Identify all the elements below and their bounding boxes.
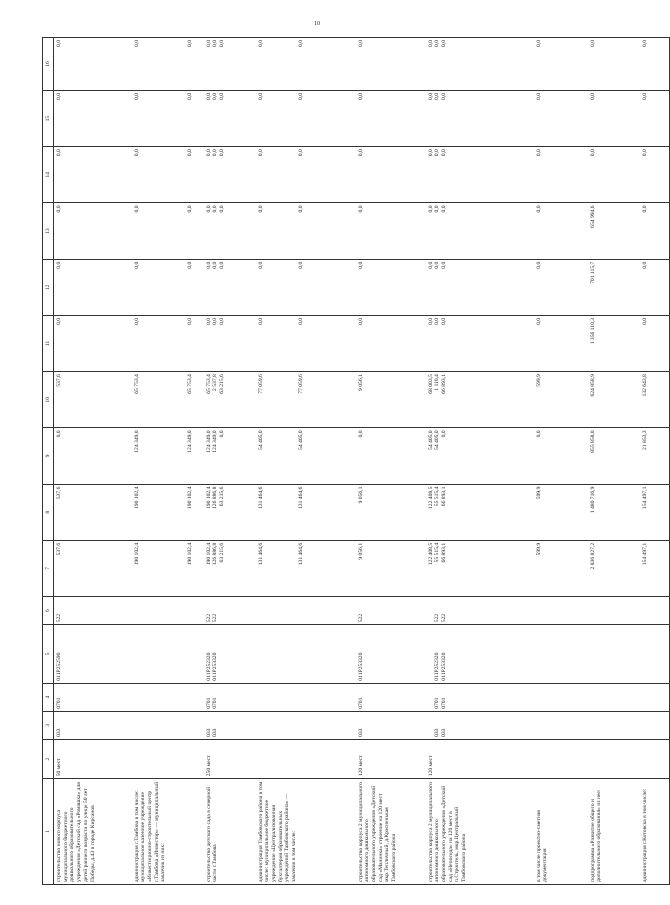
- amount-cell: 855 858,0: [588, 428, 640, 484]
- code-cell: [132, 597, 204, 625]
- amount-cell: 537,6: [54, 372, 132, 428]
- amount-cell: 0,0 0,0 0,0: [204, 203, 256, 259]
- amount-cell: 190 102,4 126 886,8 63 215,6: [204, 540, 256, 596]
- col-2-header: 2: [43, 739, 54, 778]
- amount-cell: 0,0 0,0: [132, 315, 204, 371]
- col-3-header: 3: [43, 711, 54, 739]
- code-cell: [588, 625, 640, 683]
- amount-cell: 0,0: [534, 428, 588, 484]
- amount-cell: 0,0 0,0: [256, 147, 356, 203]
- row-name-cell: подпрограмма «Развитие общего и дополнительного образования» из нее:: [588, 779, 640, 885]
- amount-cell: 0,0 0,0: [256, 315, 356, 371]
- amount-cell: 0,0: [54, 38, 132, 91]
- amount-cell: 0,0: [356, 259, 426, 315]
- amount-cell: 1 356 110,3: [588, 315, 640, 371]
- code-cell: 0701: [54, 683, 132, 711]
- amount-cell: 0,0: [54, 259, 132, 315]
- amount-cell: 0,0: [588, 147, 640, 203]
- code-cell: [256, 597, 356, 625]
- amount-cell: 0,0 0,0: [132, 147, 204, 203]
- amount-cell: 0,0: [356, 428, 426, 484]
- capacity-cell: 250 мест: [204, 739, 256, 778]
- amount-cell: 9 056,1: [356, 372, 426, 428]
- capacity-cell: 120 мест: [426, 739, 534, 778]
- amount-cell: 701 115,7: [588, 259, 640, 315]
- amount-cell: 0,0: [54, 428, 132, 484]
- code-cell: [132, 625, 204, 683]
- col-5-header: 5: [43, 625, 54, 683]
- amount-cell: 122 408,5 55 515,4 66 893,1: [426, 540, 534, 596]
- col-8-header: 8: [43, 484, 54, 540]
- code-cell: [132, 711, 204, 739]
- rotated-table-stage: [42, 37, 648, 885]
- table-row: [640, 38, 670, 885]
- col-1-header: 1: [43, 779, 54, 885]
- amount-cell: 0,0: [356, 90, 426, 146]
- code-cell: [534, 711, 588, 739]
- amount-cell: 0,0: [640, 315, 670, 371]
- code-cell: [588, 683, 640, 711]
- table-row: [588, 38, 640, 885]
- col-12-header: 12: [43, 259, 54, 315]
- amount-cell: 0,0: [588, 38, 640, 91]
- amount-cell: 0,0 0,0 0,0: [204, 259, 256, 315]
- code-cell: 0701: [356, 683, 426, 711]
- amount-cell: 0,0 0,0 0,0: [204, 38, 256, 91]
- amount-cell: 0,0 0,0: [132, 38, 204, 91]
- amount-cell: 0,0: [54, 203, 132, 259]
- amount-cell: 0,0: [356, 203, 426, 259]
- amount-cell: 0,0 0,0: [256, 203, 356, 259]
- table-row: [426, 38, 534, 885]
- amount-cell: 599,9: [534, 372, 588, 428]
- code-cell: 011Р252320 011Р253320: [204, 625, 256, 683]
- code-cell: [256, 683, 356, 711]
- amount-cell: 0,0 0,0: [132, 90, 204, 146]
- column-number-row: [43, 38, 54, 885]
- code-cell: [256, 711, 356, 739]
- code-cell: [640, 625, 670, 683]
- amount-cell: 0,0 0,0 0,0: [426, 315, 534, 371]
- budget-table: [42, 37, 670, 885]
- col-15-header: 15: [43, 90, 54, 146]
- amount-cell: 124 349,0 124 349,0: [132, 428, 204, 484]
- capacity-cell: [588, 739, 640, 778]
- amount-cell: 190 102,4 190 102,4: [132, 484, 204, 540]
- amount-cell: 0,0 0,0: [132, 259, 204, 315]
- code-cell: 033: [356, 711, 426, 739]
- table-row: [54, 38, 132, 885]
- amount-cell: 0,0: [588, 90, 640, 146]
- table-row: [204, 38, 256, 885]
- amount-cell: 124 349,0 124 349,0 0,0: [204, 428, 256, 484]
- row-name-cell: администрация г.Тамбова в том числе: муниципальное казенное учреждение «Инвестиционно-строительный центр г.Тамбова «Инвестор» — муниципальный заказчик из них:: [132, 779, 204, 885]
- amount-cell: 0,0: [534, 259, 588, 315]
- capacity-cell: [256, 739, 356, 778]
- amount-cell: 0,0 0,0 0,0: [426, 90, 534, 146]
- col-16-header: 16: [43, 38, 54, 91]
- capacity-cell: [640, 739, 670, 778]
- code-cell: 0701 0701: [426, 683, 534, 711]
- col-7-header: 7: [43, 540, 54, 596]
- amount-cell: 0,0: [640, 38, 670, 91]
- amount-cell: 21 853,3: [640, 428, 670, 484]
- amount-cell: 0,0 0,0 0,0: [426, 259, 534, 315]
- amount-cell: 0,0 0,0: [132, 203, 204, 259]
- code-cell: 011Р253320: [356, 625, 426, 683]
- amount-cell: 131 464,6 131 464,6: [256, 484, 356, 540]
- amount-cell: 0,0 0,0 0,0: [204, 147, 256, 203]
- amount-cell: 1 480 716,9: [588, 484, 640, 540]
- col-4-header: 4: [43, 683, 54, 711]
- amount-cell: 2 836 827,2: [588, 540, 640, 596]
- row-name-cell: в том числе проектно-сметная документация: [534, 779, 588, 885]
- amount-cell: 0,0: [640, 90, 670, 146]
- code-cell: 033: [54, 711, 132, 739]
- col-14-header: 14: [43, 147, 54, 203]
- amount-cell: 0,0: [356, 147, 426, 203]
- code-cell: 522 522: [426, 597, 534, 625]
- code-cell: [256, 625, 356, 683]
- table-row: [132, 38, 204, 885]
- amount-cell: 122 408,5 55 515,4 66 893,1: [426, 484, 534, 540]
- table-row: [256, 38, 356, 885]
- amount-cell: 0,0 0,0: [256, 38, 356, 91]
- code-cell: [640, 683, 670, 711]
- amount-cell: 624 858,9: [588, 372, 640, 428]
- capacity-cell: [132, 739, 204, 778]
- amount-cell: 0,0 0,0 0,0: [426, 203, 534, 259]
- rotated-table: [42, 37, 648, 885]
- col-6-header: 6: [43, 597, 54, 625]
- code-cell: 0701 0701: [204, 683, 256, 711]
- code-cell: 033 033: [204, 711, 256, 739]
- amount-cell: 0,0 0,0 0,0: [204, 90, 256, 146]
- code-cell: [132, 683, 204, 711]
- amount-cell: 0,0: [534, 203, 588, 259]
- amount-cell: 0,0: [534, 90, 588, 146]
- code-cell: 033 033: [426, 711, 534, 739]
- amount-cell: 0,0: [356, 315, 426, 371]
- amount-cell: 0,0: [54, 147, 132, 203]
- code-cell: [534, 625, 588, 683]
- row-name-cell: строительство детского сада в северной части г.Тамбова: [204, 779, 256, 885]
- amount-cell: 0,0: [640, 259, 670, 315]
- amount-cell: 0,0 0,0 0,0: [426, 38, 534, 91]
- amount-cell: 0,0 0,0: [256, 259, 356, 315]
- code-cell: 522: [356, 597, 426, 625]
- code-cell: 011Р252590: [54, 625, 132, 683]
- amount-cell: 0,0: [54, 315, 132, 371]
- capacity-cell: 120 мест: [356, 739, 426, 778]
- amount-cell: 0,0: [640, 147, 670, 203]
- code-cell: [588, 711, 640, 739]
- amount-cell: 9 056,1: [356, 540, 426, 596]
- amount-cell: 0,0: [356, 38, 426, 91]
- amount-cell: 65 753,4 2 537,8 63 215,6: [204, 372, 256, 428]
- amount-cell: 0,0: [534, 38, 588, 91]
- amount-cell: 0,0: [534, 147, 588, 203]
- row-name-cell: строительство нового корпуса муниципального бюджетного дошкольного образовательного учреждения «Детский сад «Ромашка» для детей раннего возраста по улице 50 лет Победы, д.43 в городе Кирсанов: [54, 779, 132, 885]
- code-cell: 522: [54, 597, 132, 625]
- row-name-cell: строительство корпуса 2 муниципального автономного дошкольного образовательного учреждения «Детский сад «Непоседа» на 120 мест в п.Строитель, мкр.Центральный Тамбовского района: [426, 779, 534, 885]
- col-10-header: 10: [43, 372, 54, 428]
- amount-cell: 0,0: [640, 203, 670, 259]
- amount-cell: 0,0 0,0: [256, 90, 356, 146]
- col-13-header: 13: [43, 203, 54, 259]
- amount-cell: 77 059,6 77 059,6: [256, 372, 356, 428]
- amount-cell: 599,9: [534, 540, 588, 596]
- code-cell: [640, 711, 670, 739]
- code-cell: [534, 683, 588, 711]
- amount-cell: 154 497,1: [640, 540, 670, 596]
- amount-cell: 190 102,4 126 886,8 63 215,6: [204, 484, 256, 540]
- amount-cell: 154 497,1: [640, 484, 670, 540]
- col-9-header: 9: [43, 428, 54, 484]
- amount-cell: 54 405,0 54 405,0 0,0: [426, 428, 534, 484]
- code-cell: [534, 597, 588, 625]
- amount-cell: 190 102,4 190 102,4: [132, 540, 204, 596]
- amount-cell: 131 464,6 131 464,6: [256, 540, 356, 596]
- amount-cell: 0,0: [534, 315, 588, 371]
- col-11-header: 11: [43, 315, 54, 371]
- amount-cell: 68 003,5 1 110,4 66 893,1: [426, 372, 534, 428]
- table-row: [534, 38, 588, 885]
- code-cell: 522 522: [204, 597, 256, 625]
- amount-cell: 132 643,8: [640, 372, 670, 428]
- amount-cell: 65 753,4 65 753,4: [132, 372, 204, 428]
- capacity-cell: [534, 739, 588, 778]
- amount-cell: 654 994,6: [588, 203, 640, 259]
- amount-cell: 537,6: [54, 540, 132, 596]
- table-body: [54, 38, 670, 885]
- code-cell: [588, 597, 640, 625]
- amount-cell: 0,0 0,0 0,0: [426, 147, 534, 203]
- page-number: 10: [314, 21, 320, 27]
- row-name-cell: администрация Тамбовского района в том числе: муниципальное бюджетное учреждение «Централизованная бухгалтерия образовательных учреждений Тамбовского района» — заказчик в том числе:: [256, 779, 356, 885]
- code-cell: [640, 597, 670, 625]
- amount-cell: 0,0: [54, 90, 132, 146]
- amount-cell: 0,0 0,0 0,0: [204, 315, 256, 371]
- code-cell: 011Р252320 011Р253320: [426, 625, 534, 683]
- amount-cell: 599,9: [534, 484, 588, 540]
- amount-cell: 537,6: [54, 484, 132, 540]
- amount-cell: 9 056,1: [356, 484, 426, 540]
- row-name-cell: администрация г.Котовска в том числе:: [640, 779, 670, 885]
- capacity-cell: 50 мест: [54, 739, 132, 778]
- table-row: [356, 38, 426, 885]
- amount-cell: 54 405,0 54 405,0: [256, 428, 356, 484]
- row-name-cell: строительство корпуса 2 муниципального автономного дошкольного образовательного учреждения «Детский сад «Малинка» строение на 120 мест мкр.Тепличный, д.Красненькая Тамбовского района: [356, 779, 426, 885]
